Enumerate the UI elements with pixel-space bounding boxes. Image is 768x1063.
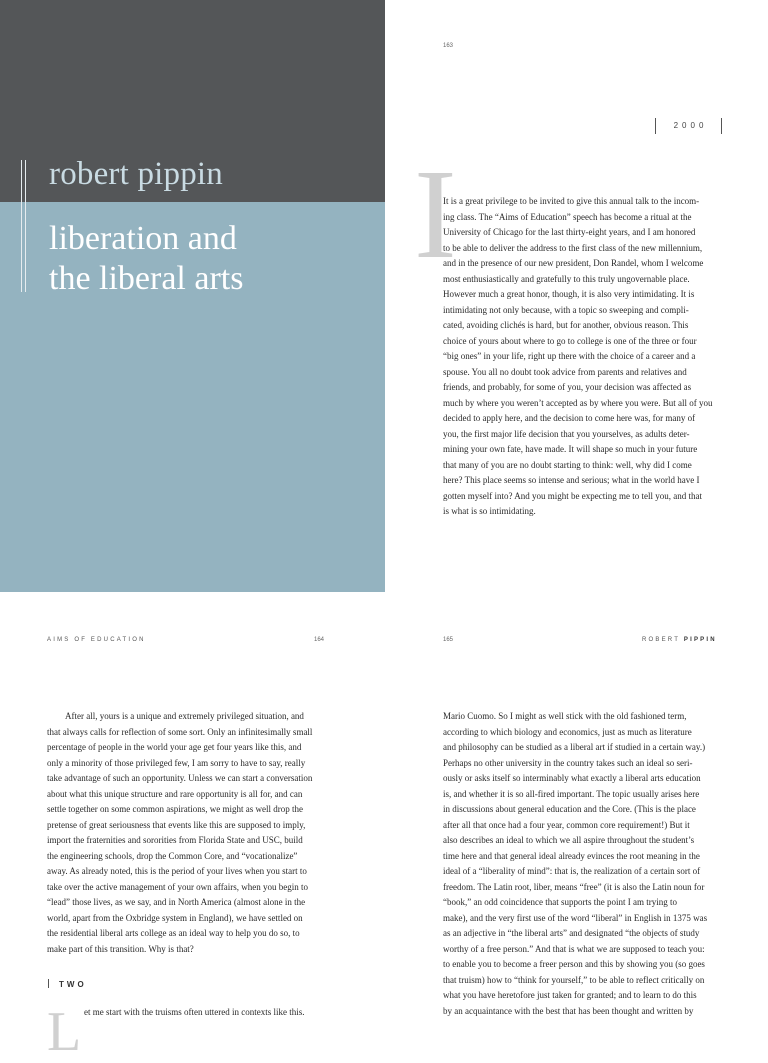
text-line: in discussions about general education and the Core. (This is the place — [443, 804, 696, 814]
section-bar — [48, 979, 49, 988]
text-line: percentage of people in the world your age get four years like this, and — [47, 742, 302, 752]
cover-title-line: the liberal arts — [49, 260, 244, 297]
text-line: that many of you are no doubt starting to think: well, why did I come — [443, 459, 692, 470]
text-line: ing class. The “Aims of Education” speech has become a ritual at the — [443, 211, 692, 222]
text-line: make part of this transition. Why is that? — [47, 943, 194, 954]
text-line: here? This place seems so intense and serious; what in the world have I — [443, 475, 700, 485]
text-line: University of Chicago for the last thirty-eight years, and I am honored — [443, 227, 696, 237]
page-number-165: 165 — [443, 637, 454, 643]
year-label: 2000 — [655, 118, 722, 134]
paragraph — [47, 709, 325, 957]
text-line: only a minority of those privileged few, I am sorry to have to say, really — [47, 757, 306, 768]
page-163-text — [443, 194, 721, 520]
text-line: et me start with the truisms often uttered in contexts like this. — [84, 1007, 305, 1017]
text-line: settle together on some common aspirations, we might as well drop the — [47, 804, 303, 814]
text-line: as an adjective in “the liberal arts” and designated “the objects of study — [443, 928, 700, 938]
text-line: ously or asks itself so interminably what exactly a liberal arts education — [443, 773, 701, 783]
dropcap-i: I — [414, 143, 457, 285]
section-heading — [48, 979, 87, 989]
text-line: worthy of a free person.” And that is what we are supposed to teach you: — [443, 943, 705, 954]
text-line: you, the first major life decision that you yourselves, as adults deter- — [443, 428, 690, 439]
text-line: choice of yours about where to go to college is one of the three or four — [443, 335, 697, 346]
text-line: import the fraternities and sororities from Florida State and USC, build — [47, 835, 303, 845]
text-line: “lead” those lives, as we say, and in North America (almost alone in the — [47, 897, 306, 907]
text-line: decided to apply here, and the decision to come here was, for many of — [443, 413, 696, 423]
text-line: Mario Cuomo. So I might as well stick with the old fashioned term, — [443, 711, 687, 721]
text-line: is what is so intimidating. — [443, 506, 536, 516]
text-line: also describes an ideal to which we all aspire throughout the student’s — [443, 835, 695, 845]
text-line: what you have heretofore just taken for granted; and to learn to do this — [443, 990, 697, 1000]
text-line: is, and whether it is so all-fired important. The topic usually arises here — [443, 788, 700, 799]
text-line: Perhaps no other university in the country takes such an ideal so seri- — [443, 757, 693, 768]
text-line: mining your own fate, have made. It will shape so much in your future — [443, 444, 698, 454]
cover-double-rule — [21, 160, 26, 292]
text-line: make), and the very first use of the word “liberal” in English in 1375 was — [443, 912, 708, 923]
dropcap-l: L — [47, 1001, 82, 1063]
text-line: ideal of a “liberality of mind”: that is, the realization of a certain sort of — [443, 866, 701, 876]
text-line: the residential liberal arts college as an ideal way to help you do so, to — [47, 928, 300, 938]
text-line: and in the presence of our new president, Don Randel, whom I welcome — [443, 258, 704, 268]
page-number-164: 164 — [314, 637, 325, 643]
page-165-text — [443, 709, 721, 1019]
running-head-right — [642, 637, 717, 643]
text-line: away. As already noted, this is the period of your lives when you start to — [47, 866, 307, 876]
cover-author: robert pippin — [49, 156, 223, 192]
text-line: the engineering schools, drop the Common Core, and “vocationalize” — [47, 850, 298, 861]
text-line: most enthusiastically and gratefully to this truly ungovernable place. — [443, 273, 690, 284]
paragraph — [443, 194, 721, 520]
text-line: It is a great privilege to be invited to give this annual talk to the incom- — [443, 196, 700, 206]
text-line: to be able to deliver the address to the first class of the new millennium, — [443, 242, 703, 253]
text-line: However much a great honor, though, it is also very intimidating. It is — [443, 289, 695, 299]
section-heading-label: TWO — [59, 980, 87, 989]
paragraph — [84, 1005, 325, 1021]
running-head-left: AIMS OF EDUCATION — [47, 637, 146, 643]
running-head-last: PIPPIN — [683, 637, 717, 643]
text-line: about what this unique structure and rare opportunity is all for, and can — [47, 788, 303, 799]
text-line: take over the active management of your own affairs, when you begin to — [47, 881, 308, 892]
text-line: that truism) how to “think for yourself,” to be able to reflect critically on — [443, 974, 705, 985]
text-line: pretense of great seriousness that events like this are supposed to imply, — [47, 819, 306, 830]
cover-title-line: liberation and — [49, 220, 237, 257]
paragraph — [443, 709, 721, 1019]
text-line: and philosophy can be studied as a liberal art if studied in a certain way.) — [443, 742, 706, 752]
text-line: After all, yours is a unique and extremely privileged situation, and — [65, 711, 304, 721]
text-line: time here and that general ideal already evinces the root meaning in the — [443, 850, 700, 861]
section-first-line — [84, 1005, 325, 1021]
text-line: that always calls for reflection of some sort. Only an infinitesimally small — [47, 726, 313, 737]
text-line: to enable you to become a freer person and this by showing you (so goes — [443, 959, 705, 969]
page-164-text — [47, 709, 325, 957]
text-line: friends, and probably, for some of you, your decision was affected as — [443, 382, 692, 392]
text-line: take advantage of such an opportunity. Unless we can start a conversation — [47, 773, 313, 783]
text-line: much by where you weren’t accepted as by where you were. But all of you — [443, 397, 713, 408]
page-number-163: 163 — [443, 43, 454, 49]
text-line: according to which biology and economics, just as much as literature — [443, 726, 692, 737]
running-head-first: ROBERT — [642, 637, 680, 643]
text-line: after all that once had a four year, common core requirement!) But it — [443, 819, 690, 830]
cover-title — [49, 219, 243, 299]
text-line: spouse. You all no doubt took advice from parents and relatives and — [443, 366, 687, 377]
text-line: cated, avoiding clichés is hard, but for another, obvious reason. This — [443, 320, 689, 330]
text-line: “book,” an odd coincidence that supports the point I am trying to — [443, 897, 677, 907]
text-line: gotten myself into? And you might be expecting me to tell you, and that — [443, 490, 702, 501]
text-line: “big ones” in your life, right up there with the choice of a career and a — [443, 351, 696, 361]
text-line: by an acquaintance with the best that has been thought and written by — [443, 1005, 694, 1016]
text-line: freedom. The Latin root, liber, means “free” (it is also the Latin noun for — [443, 881, 705, 892]
text-line: world, apart from the Oxbridge system in England), we have settled on — [47, 912, 303, 923]
text-line: intimidating not only because, with a topic so sweeping and compli- — [443, 304, 689, 315]
